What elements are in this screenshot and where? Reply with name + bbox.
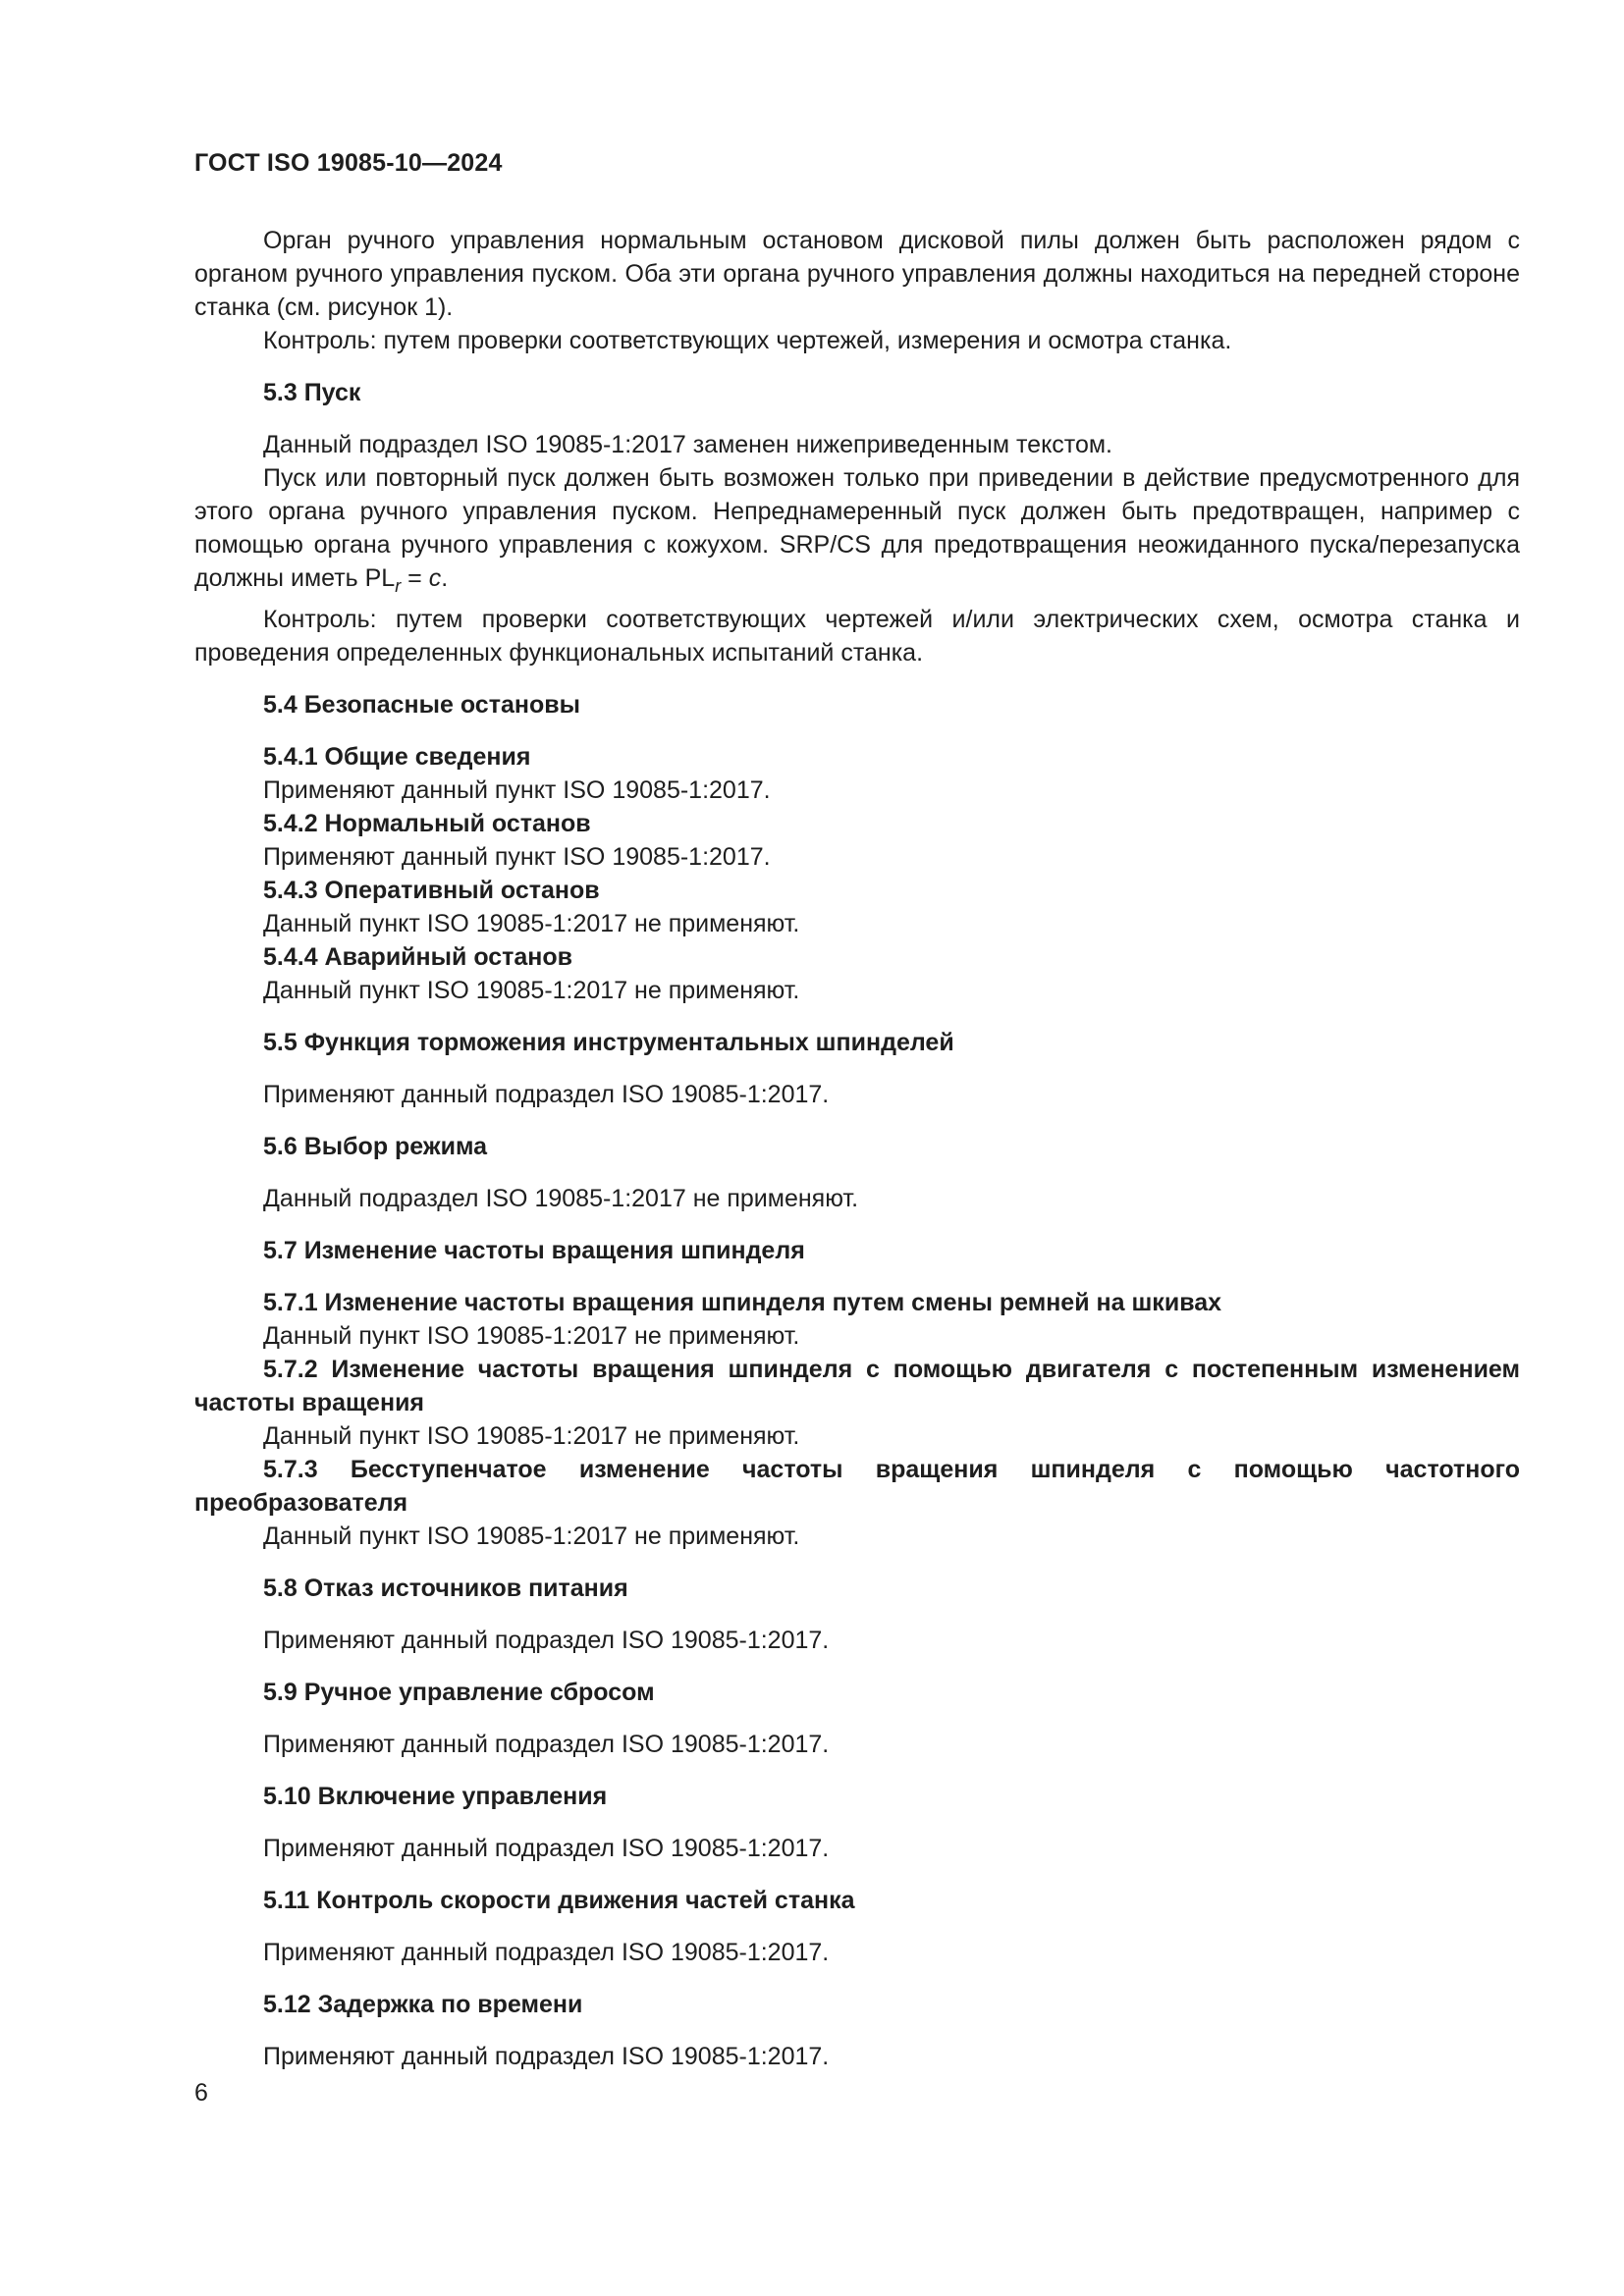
section-5-3-start-paragraph (194, 461, 1520, 603)
section-5-4-3-title: 5.4.3 Оперативный останов (263, 877, 600, 904)
pl-end: . (441, 564, 449, 592)
intro-paragraph: Орган ручного управления нормальным остановом дисковой пилы должен быть расположен рядом с органом ручного управления пуском. Оба эти органа ручного управления должны находиться на передней стороне станка (см. рисунок 1). (194, 227, 1520, 321)
page-number: 6 (194, 2079, 208, 2107)
section-5-12-text: Применяют данный подраздел ISO 19085-1:2017. (263, 2043, 830, 2070)
section-5-8-title: 5.8 Отказ источников питания (263, 1575, 628, 1602)
document-header: ГОСТ ISO 19085-10—2024 (194, 149, 503, 177)
section-5-3-replaced-note: Данный подраздел ISO 19085-1:2017 заменен нижеприведенным текстом. (263, 431, 1112, 458)
pl-subscript: r (395, 576, 402, 596)
section-5-4-2-text: Применяют данный пункт ISO 19085-1:2017. (263, 843, 771, 871)
section-5-4-3-text: Данный пункт ISO 19085-1:2017 не применяют. (263, 910, 800, 937)
section-5-4-2-title: 5.4.2 Нормальный останов (263, 810, 591, 837)
section-5-8-text: Применяют данный подраздел ISO 19085-1:2017. (263, 1627, 830, 1654)
section-5-11-title: 5.11 Контроль скорости движения частей станка (263, 1887, 855, 1914)
section-5-3-control-paragraph: Контроль: путем проверки соответствующих чертежей и/или электрических схем, осмотра станка и проведения определенных функциональных испытаний станка. (194, 606, 1520, 667)
section-5-7-3-text: Данный пункт ISO 19085-1:2017 не применяют. (263, 1522, 800, 1550)
section-5-9-title: 5.9 Ручное управление сбросом (263, 1679, 655, 1706)
section-5-5-text: Применяют данный подраздел ISO 19085-1:2017. (263, 1081, 830, 1108)
pl-equals: = (401, 564, 429, 592)
section-5-4-1-title: 5.4.1 Общие сведения (263, 743, 531, 771)
document-body (194, 224, 1520, 2073)
section-5-11-text: Применяют данный подраздел ISO 19085-1:2017. (263, 1939, 830, 1966)
section-5-7-1-title: 5.7.1 Изменение частоты вращения шпинделя путем смены ремней на шкивах (263, 1289, 1222, 1316)
section-5-7-2-text: Данный пункт ISO 19085-1:2017 не применяют. (263, 1422, 800, 1450)
pl-value: c (428, 564, 442, 592)
section-5-3-title: 5.3 Пуск (263, 379, 361, 406)
section-5-10-title: 5.10 Включение управления (263, 1783, 608, 1810)
section-5-4-1-text: Применяют данный пункт ISO 19085-1:2017. (263, 776, 771, 804)
section-5-12-title: 5.12 Задержка по времени (263, 1991, 583, 2018)
section-5-3-start-text: Пуск или повторный пуск должен быть возможен только при приведении в действие предусмотренного для этого органа ручного управления пуском. Непреднамеренный пуск должен быть предотвращен, например с помощью органа ручного управления с кожухом. SRP/CS для предотвращения неожиданного пуска/перезапуска должны иметь PL (194, 464, 1520, 592)
section-5-6-text: Данный подраздел ISO 19085-1:2017 не применяют. (263, 1185, 859, 1212)
section-5-4-title: 5.4 Безопасные остановы (263, 691, 580, 719)
section-5-4-4-text: Данный пункт ISO 19085-1:2017 не применяют. (263, 977, 800, 1004)
section-5-7-2-title: 5.7.2 Изменение частоты вращения шпинделя с помощью двигателя с постепенным изменением частоты вращения (194, 1356, 1520, 1416)
section-5-6-title: 5.6 Выбор режима (263, 1133, 488, 1160)
section-5-5-title: 5.5 Функция торможения инструментальных шпинделей (263, 1029, 954, 1056)
section-5-7-1-text: Данный пункт ISO 19085-1:2017 не применяют. (263, 1322, 800, 1350)
section-5-4-4-title: 5.4.4 Аварийный останов (263, 943, 573, 971)
section-5-7-title: 5.7 Изменение частоты вращения шпинделя (263, 1237, 805, 1264)
intro-control-paragraph: Контроль: путем проверки соответствующих чертежей, измерения и осмотра станка. (263, 327, 1232, 354)
section-5-10-text: Применяют данный подраздел ISO 19085-1:2017. (263, 1835, 830, 1862)
section-5-9-text: Применяют данный подраздел ISO 19085-1:2017. (263, 1731, 830, 1758)
section-5-7-3-title: 5.7.3 Бесступенчатое изменение частоты вращения шпинделя с помощью частотного преобразователя (194, 1456, 1520, 1517)
